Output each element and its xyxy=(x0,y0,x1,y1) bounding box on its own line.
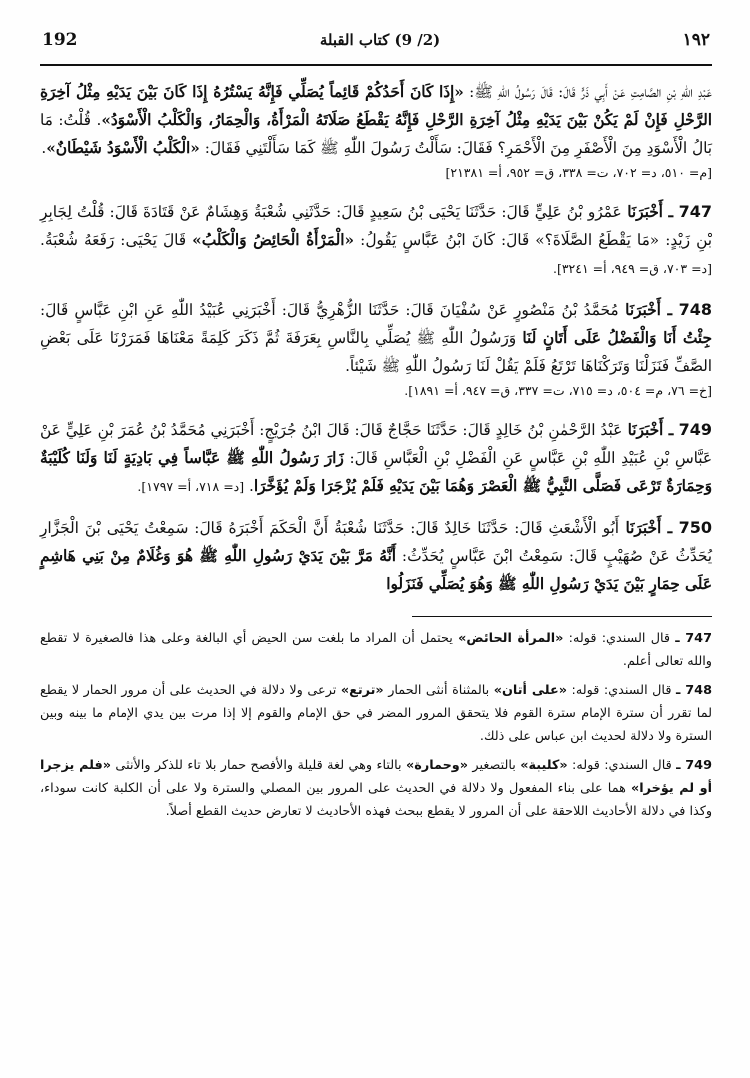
footnote-number: 749 ـ xyxy=(676,758,712,773)
footnote-747 xyxy=(40,627,712,673)
footnote-text: بالتصغير xyxy=(468,758,521,773)
footnote-text: يحتمل أن المراد ما بلغت سن الحيض أي البالغة وعلى هذا فالصغيرة لا تقطع والله تعالى أعلم. xyxy=(40,631,712,669)
hadith-number: 747 xyxy=(678,202,712,221)
page-number-arabic: ١٩٢ xyxy=(682,30,710,50)
hadith-text: عَمْرُو بْنُ عَلِيٍّ قَالَ: حَدَّثَنَا يَحْيَى بْنُ سَعِيدٍ قَالَ: حَدَّثَنِي شُعْبَةُ وَهِشَامٌ عَنْ قَتَادَةَ قَالَ: قُلْتُ لِجَابِرِ بْنِ زَيْدٍ: «مَا يَقْطَعُ الصَّلَاةَ؟» قَالَ: كَانَ ابْنُ عَبَّاسٍ يَقُولُ: xyxy=(40,203,712,249)
footnote-text: بالتاء وهي لغة قليلة والأفصح حمار بلا تاء للذكر والأنثى xyxy=(111,758,406,773)
hadith-750 xyxy=(40,514,712,598)
footnote-748 xyxy=(40,679,712,748)
hadith-lead: ـ أَخْبَرَنَا xyxy=(621,203,679,221)
hadith-747 xyxy=(40,198,712,282)
footnote-text: ترعى ولا دلالة في الحديث على أن مرور الحمار لا يقطع لما تقرر أن سترة الإمام سترة القوم فلا يتحقق المرور المضر في حق الإمام والقوم إلا إذا مرت بين يدي الإمام ما بينه وبين السترة ولا دلالة لحديث ابن عباس على ذلك. xyxy=(40,683,712,744)
hadith-text: قَالَ يَحْيَى: رَفَعَهُ شُعْبَةُ. xyxy=(40,231,193,249)
hadith-matn: أَنَّهُ مَرَّ بَيْنَ يَدَيْ رَسُولِ اللّٰهِ ﷺ هُوَ وَغُلَامٌ مِنْ بَنِي هَاشِمٍ عَلَى حِمَارٍ بَيْنَ يَدَيْ رَسُولِ اللّٰهِ ﷺ وَهُوَ يُصَلِّي فَنَزَلُوا xyxy=(40,547,712,593)
hadith-748 xyxy=(40,296,712,380)
hadith-749 xyxy=(40,416,712,500)
hadith-matn: «الْكَلْبُ الْأَسْوَدُ شَيْطَانٌ» xyxy=(46,139,200,157)
hadith-lead: ـ أَخْبَرَنَا xyxy=(619,519,679,537)
footnote-quote: «المرأة الحائض» xyxy=(458,631,564,646)
hadith-reference: [د= ٧١٨، أ= ١٧٩٧]. xyxy=(137,479,245,494)
page-header xyxy=(40,30,712,66)
footnote-text: قال السندي: قوله: xyxy=(567,758,677,773)
hadith-reference: [م= ٥١٠، د= ٧٠٢، ت= ٣٣٨، ق= ٩٥٢، أ= ٢١٣٨١] xyxy=(445,165,712,180)
footnote-quote: «ترتع» xyxy=(340,683,384,698)
main-text xyxy=(40,78,712,598)
hadith-matn: زَارَ رَسُولُ اللّٰهِ ﷺ عَبَّاساً فِي بَادِيَةٍ لَنَا وَلَنَا كُلَيْبَةٌ وَحِمَارَةٌ تَرْعَى فَصَلَّى النَّبِيُّ ﷺ الْعَصْرَ وَهُمَا بَيْنَ يَدَيْهِ فَلَمْ يُزْجَرَا وَلَمْ يُؤَخَّرَا xyxy=(40,449,712,495)
hadith-continuation xyxy=(40,78,712,162)
hadith-number: 750 xyxy=(678,518,712,537)
page-number-latin: 192 xyxy=(42,30,78,50)
hadith-text: وَرَسُولُ اللّٰهِ ﷺ يُصَلِّي بِالنَّاسِ بِعَرَفَةَ ثُمَّ ذَكَرَ كَلِمَةً مَعْنَاهَا فَمَرَرْنَا عَلَى بَعْضِ الصَّفِّ فَنَزَلْنَا وَتَرَكْنَاهَا تَرْتَعُ فَلَمْ يَقُلْ لَنَا رَسُولُ اللّٰهِ ﷺ شَيْئاً. xyxy=(40,329,712,375)
hadith-matn: جِئْتُ أَنَا وَالْفَضْلُ عَلَى أَتَانٍ لَنَا xyxy=(522,329,712,347)
hadith-text: . قُلْتُ: مَا بَالُ الْأَسْوَدِ مِنَ الْأَصْفَرِ مِنَ الْأَحْمَرِ؟ فَقَالَ: سَأَلْتُ رَسُولَ اللّٰهِ ﷺ كَمَا سَأَلْتَنِي فَقَالَ: xyxy=(40,111,712,157)
hadith-number: 749 xyxy=(678,420,713,439)
footnote-quote: «وحمارة» xyxy=(406,758,469,773)
hadith-text: أَبُو الْأَشْعَثِ قَالَ: حَدَّثَنَا خَالِدٌ قَالَ: حَدَّثَنَا شُعْبَةُ أَنَّ الْحَكَمَ أَخْبَرَهُ قَالَ: سَمِعْتُ يَحْيَى بْنَ الْجَزَّارِ يُحَدِّثُ عَنْ صُهَيْبٍ قَالَ: سَمِعْتُ ابْنَ عَبَّاسٍ يُحَدِّثُ: xyxy=(40,519,713,565)
footnotes xyxy=(40,627,712,823)
hadith-matn: «إِذَا كَانَ أَحَدُكُمْ قَائِماً يُصَلِّي فَإِنَّهُ يَسْتُرُهُ إِذَا كَانَ بَيْنَ يَدَيْهِ مِثْلُ آخِرَةِ الرَّحْلِ فَإِنْ لَمْ يَكُنْ بَيْنَ يَدَيْهِ مِثْلُ آخِرَةِ الرَّحْلِ فَإِنَّهُ يَقْطَعُ صَلَاتَهُ الْمَرْأَةُ، وَالْحِمَارُ، وَالْكَلْبُ الْأَسْوَدُ» xyxy=(40,83,712,129)
footnote-divider xyxy=(412,616,712,617)
footnote-text: قال السندي: قوله: xyxy=(563,631,676,646)
hadith-lead: ـ أَخْبَرَنَا xyxy=(622,421,679,439)
footnote-text: قال السندي: قوله: xyxy=(567,683,676,698)
footnote-749 xyxy=(40,754,712,823)
footnote-text: بالمثناة أنثى الحمار xyxy=(383,683,494,698)
hadith-text: عَبْدُ الرَّحْمٰنِ بْنُ خَالِدٍ قَالَ: حَدَّثَنَا حَجَّاجٌ قَالَ: قَالَ ابْنُ جُرَيْجٍ: أَخْبَرَنِي مُحَمَّدُ بْنُ عُمَرَ بْنِ عَلِيٍّ عَنْ عَبَّاسِ بْنِ عُبَيْدِ اللّٰهِ بْنِ عَبَّاسٍ عَنِ الْفَضْلِ بْنِ الْعَبَّاسِ قَالَ: xyxy=(40,421,712,467)
hadith-text: . xyxy=(244,477,254,495)
hadith-number: 748 xyxy=(678,300,713,319)
book-page xyxy=(40,30,712,829)
footnote-number: 747 ـ xyxy=(675,631,712,646)
hadith-reference: [خ= ٧٦، م= ٥٠٤، د= ٧١٥، ت= ٣٣٧، ق= ٩٤٧، أ= ١٨٩١]. xyxy=(404,383,712,398)
footnote-quote: «فلم يزجرا أو لم يؤخرا» xyxy=(40,758,712,796)
hadith-text: مُحَمَّدُ بْنُ مَنْصُورٍ عَنْ سُفْيَانَ قَالَ: حَدَّثَنَا الزُّهْرِيُّ قَالَ: أَخْبَرَنِي عُبَيْدُ اللّٰهِ عَنِ ابْنِ عَبَّاسٍ قَالَ: xyxy=(40,301,619,319)
hadith-text: عَبْدِ اللّٰهِ بْنِ الصَّامِتِ عَنْ أَبِي ذَرٍّ قَالَ: قَالَ رَسُولُ اللّٰهِ ﷺ: xyxy=(463,83,712,101)
footnote-number: 748 ـ xyxy=(675,683,712,698)
footnote-text: هما على بناء المفعول ولا دلالة في الحديث على المرور بين المصلي والسترة ولا على أن الكلبة كانت سوداء، وكذا في دلالة الأحاديث اللاحقة على أن المرور لا يقطع ببحث فهذه الأحاديث لا تعارض حديث القطع أصلاً. xyxy=(40,781,712,819)
running-title: (2/ 9) كتاب القبلة xyxy=(319,31,441,49)
footnote-quote: «على أتان» xyxy=(493,683,567,698)
footnote-quote: «كليبة» xyxy=(520,758,568,773)
hadith-matn: «الْمَرْأَةُ الْحَائِضُ وَالْكَلْبُ» xyxy=(192,231,355,249)
hadith-lead: ـ أَخْبَرَنَا xyxy=(618,301,679,319)
hadith-reference: [د= ٧٠٣، ق= ٩٤٩، أ= ٣٢٤١]. xyxy=(552,261,712,276)
hadith-text: . xyxy=(41,139,47,157)
